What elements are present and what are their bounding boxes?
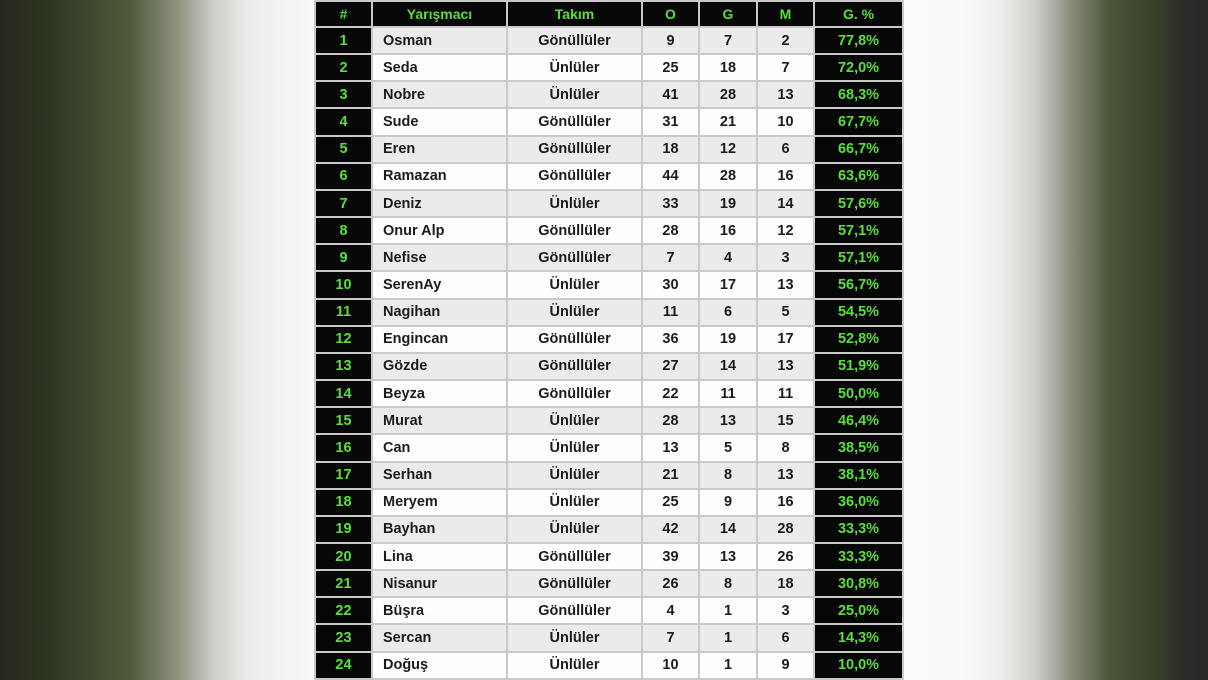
rank-cell: 16 [315,434,372,461]
table-row [315,624,903,651]
pct-cell: 68,3% [814,81,903,108]
name-cell: Onur Alp [372,217,507,244]
pct-cell: 51,9% [814,353,903,380]
rank-cell: 19 [315,516,372,543]
name-cell: Doğuş [372,652,507,679]
name-cell: Serhan [372,462,507,489]
lost-cell: 3 [757,244,814,271]
header-win-pct: G. % [814,1,903,27]
rank-cell: 7 [315,190,372,217]
standings-table [314,0,904,680]
lost-cell: 13 [757,271,814,298]
played-cell: 39 [642,543,699,570]
table-row [315,217,903,244]
lost-cell: 2 [757,27,814,54]
pct-cell: 10,0% [814,652,903,679]
rank-cell: 17 [315,462,372,489]
rank-cell: 14 [315,380,372,407]
won-cell: 13 [699,407,757,434]
pct-cell: 67,7% [814,108,903,135]
rank-cell: 10 [315,271,372,298]
lost-cell: 15 [757,407,814,434]
won-cell: 14 [699,353,757,380]
played-cell: 7 [642,244,699,271]
table-row [315,489,903,516]
rank-cell: 6 [315,163,372,190]
played-cell: 42 [642,516,699,543]
played-cell: 26 [642,570,699,597]
played-cell: 25 [642,489,699,516]
played-cell: 22 [642,380,699,407]
name-cell: Can [372,434,507,461]
name-cell: Ramazan [372,163,507,190]
header-won: G [699,1,757,27]
won-cell: 8 [699,570,757,597]
header-lost: M [757,1,814,27]
table-row [315,652,903,679]
won-cell: 19 [699,190,757,217]
played-cell: 21 [642,462,699,489]
table-row [315,54,903,81]
won-cell: 5 [699,434,757,461]
pct-cell: 57,6% [814,190,903,217]
table-row [315,570,903,597]
team-cell: Ünlüler [507,489,642,516]
rank-cell: 20 [315,543,372,570]
won-cell: 1 [699,624,757,651]
won-cell: 8 [699,462,757,489]
table-row [315,27,903,54]
pct-cell: 54,5% [814,299,903,326]
team-cell: Gönüllüler [507,136,642,163]
played-cell: 18 [642,136,699,163]
team-cell: Ünlüler [507,462,642,489]
name-cell: Büşra [372,597,507,624]
table-row [315,543,903,570]
pct-cell: 33,3% [814,543,903,570]
header-row [315,1,903,27]
won-cell: 1 [699,597,757,624]
table-row [315,108,903,135]
team-cell: Gönüllüler [507,570,642,597]
won-cell: 4 [699,244,757,271]
rank-cell: 21 [315,570,372,597]
lost-cell: 26 [757,543,814,570]
team-cell: Gönüllüler [507,217,642,244]
won-cell: 6 [699,299,757,326]
lost-cell: 12 [757,217,814,244]
table-header [315,1,903,27]
lost-cell: 18 [757,570,814,597]
pct-cell: 63,6% [814,163,903,190]
team-cell: Gönüllüler [507,543,642,570]
name-cell: Deniz [372,190,507,217]
rank-cell: 4 [315,108,372,135]
table-row [315,81,903,108]
name-cell: Nagihan [372,299,507,326]
team-cell: Ünlüler [507,624,642,651]
rank-cell: 13 [315,353,372,380]
rank-cell: 1 [315,27,372,54]
pct-cell: 33,3% [814,516,903,543]
played-cell: 13 [642,434,699,461]
rank-cell: 8 [315,217,372,244]
played-cell: 31 [642,108,699,135]
team-cell: Ünlüler [507,652,642,679]
pct-cell: 46,4% [814,407,903,434]
table-row [315,380,903,407]
won-cell: 17 [699,271,757,298]
header-team: Takım [507,1,642,27]
played-cell: 36 [642,326,699,353]
won-cell: 1 [699,652,757,679]
lost-cell: 14 [757,190,814,217]
played-cell: 9 [642,27,699,54]
name-cell: Nisanur [372,570,507,597]
table-row [315,434,903,461]
team-cell: Gönüllüler [507,597,642,624]
team-cell: Gönüllüler [507,108,642,135]
won-cell: 11 [699,380,757,407]
name-cell: Meryem [372,489,507,516]
played-cell: 33 [642,190,699,217]
pct-cell: 14,3% [814,624,903,651]
won-cell: 12 [699,136,757,163]
table-row [315,462,903,489]
rank-cell: 5 [315,136,372,163]
table-row [315,516,903,543]
played-cell: 4 [642,597,699,624]
won-cell: 13 [699,543,757,570]
rank-cell: 24 [315,652,372,679]
rank-cell: 23 [315,624,372,651]
rank-cell: 3 [315,81,372,108]
pct-cell: 72,0% [814,54,903,81]
name-cell: Seda [372,54,507,81]
lost-cell: 3 [757,597,814,624]
won-cell: 7 [699,27,757,54]
name-cell: Lina [372,543,507,570]
name-cell: Nefise [372,244,507,271]
pct-cell: 57,1% [814,244,903,271]
table-row [315,407,903,434]
team-cell: Ünlüler [507,81,642,108]
lost-cell: 16 [757,489,814,516]
team-cell: Gönüllüler [507,353,642,380]
pct-cell: 50,0% [814,380,903,407]
played-cell: 44 [642,163,699,190]
lost-cell: 13 [757,81,814,108]
name-cell: Sercan [372,624,507,651]
won-cell: 14 [699,516,757,543]
lost-cell: 13 [757,462,814,489]
played-cell: 7 [642,624,699,651]
played-cell: 27 [642,353,699,380]
lost-cell: 9 [757,652,814,679]
table-row [315,190,903,217]
rank-cell: 22 [315,597,372,624]
table-row [315,244,903,271]
table-row [315,597,903,624]
won-cell: 19 [699,326,757,353]
won-cell: 18 [699,54,757,81]
team-cell: Gönüllüler [507,163,642,190]
table-row [315,353,903,380]
lost-cell: 16 [757,163,814,190]
won-cell: 16 [699,217,757,244]
rank-cell: 2 [315,54,372,81]
played-cell: 30 [642,271,699,298]
lost-cell: 7 [757,54,814,81]
rank-cell: 12 [315,326,372,353]
lost-cell: 10 [757,108,814,135]
team-cell: Gönüllüler [507,380,642,407]
pct-cell: 25,0% [814,597,903,624]
lost-cell: 17 [757,326,814,353]
pct-cell: 57,1% [814,217,903,244]
lost-cell: 5 [757,299,814,326]
rank-cell: 15 [315,407,372,434]
table-body [315,27,903,679]
table-row [315,299,903,326]
team-cell: Ünlüler [507,54,642,81]
played-cell: 41 [642,81,699,108]
header-rank: # [315,1,372,27]
lost-cell: 6 [757,136,814,163]
lost-cell: 8 [757,434,814,461]
pct-cell: 38,5% [814,434,903,461]
won-cell: 28 [699,163,757,190]
lost-cell: 28 [757,516,814,543]
won-cell: 9 [699,489,757,516]
table-row [315,271,903,298]
header-played: O [642,1,699,27]
rank-cell: 9 [315,244,372,271]
pct-cell: 77,8% [814,27,903,54]
name-cell: SerenAy [372,271,507,298]
team-cell: Ünlüler [507,407,642,434]
team-cell: Ünlüler [507,190,642,217]
table-row [315,163,903,190]
pct-cell: 56,7% [814,271,903,298]
won-cell: 21 [699,108,757,135]
played-cell: 10 [642,652,699,679]
table-row [315,326,903,353]
table-row [315,136,903,163]
header-competitor: Yarışmacı [372,1,507,27]
standings-table-container [314,0,902,680]
name-cell: Beyza [372,380,507,407]
team-cell: Ünlüler [507,271,642,298]
rank-cell: 11 [315,299,372,326]
name-cell: Gözde [372,353,507,380]
team-cell: Gönüllüler [507,27,642,54]
name-cell: Nobre [372,81,507,108]
team-cell: Gönüllüler [507,244,642,271]
lost-cell: 6 [757,624,814,651]
won-cell: 28 [699,81,757,108]
team-cell: Gönüllüler [507,326,642,353]
team-cell: Ünlüler [507,434,642,461]
pct-cell: 52,8% [814,326,903,353]
lost-cell: 13 [757,353,814,380]
played-cell: 28 [642,407,699,434]
name-cell: Sude [372,108,507,135]
name-cell: Murat [372,407,507,434]
name-cell: Eren [372,136,507,163]
team-cell: Ünlüler [507,516,642,543]
name-cell: Bayhan [372,516,507,543]
pct-cell: 30,8% [814,570,903,597]
lost-cell: 11 [757,380,814,407]
played-cell: 28 [642,217,699,244]
played-cell: 11 [642,299,699,326]
played-cell: 25 [642,54,699,81]
pct-cell: 66,7% [814,136,903,163]
pct-cell: 38,1% [814,462,903,489]
name-cell: Osman [372,27,507,54]
name-cell: Engincan [372,326,507,353]
team-cell: Ünlüler [507,299,642,326]
rank-cell: 18 [315,489,372,516]
pct-cell: 36,0% [814,489,903,516]
